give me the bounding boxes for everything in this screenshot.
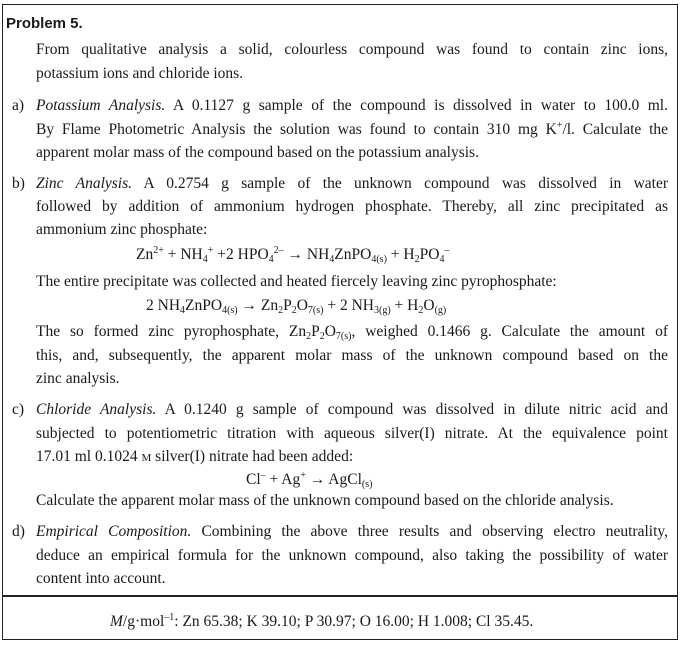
part-b-line-5: The so formed zinc pyrophosphate, $Zn_2P_2O_{7(s)}$, weighed 0.1466 g. Calculate the amount of [36, 323, 668, 342]
molar-masses-footer: M/g·mol$^{-1}$: Zn 65.38; K 39.10; P 30.97; O 16.00; H 1.008; Cl 35.45. [110, 612, 534, 630]
part-d-heading: Empirical Composition. [36, 523, 192, 540]
part-c-line-1: Chloride Analysis. A 0.1240 g sample of compound was dissolved in dilute nitric acid and [36, 401, 669, 418]
part-b-heading: Zinc Analysis. [36, 175, 133, 192]
part-d-line-3: content into account. [36, 570, 166, 587]
part-c-line-2: subjected to potentiometric titration with aqueous silver(I) nitrate. At the equivalence point [36, 425, 668, 442]
part-d-letter: d) [12, 523, 25, 540]
problem-title: Problem 5. [6, 15, 83, 32]
footer-divider [2, 595, 678, 597]
part-a-heading: Potassium Analysis. [36, 97, 166, 114]
intro-line-2: potassium ions and chloride ions. [36, 65, 244, 82]
part-c-letter: c) [12, 401, 25, 418]
part-d-line-2: deduce an empirical formula for the unknown compound, also taking the possibility of water [36, 547, 668, 564]
part-b-line-7: zinc analysis. [36, 370, 120, 387]
equation-silver-chloride: Cl– + Ag+ → AgCl$_{(s)}$ [246, 470, 373, 490]
part-a-line-1: Potassium Analysis. A 0.1127 g sample of the compound is dissolved in water to 100.0 ml. [36, 97, 668, 114]
part-b-line-2: followed by addition of ammonium hydrogen phosphate. Thereby, all zinc precipitated as [36, 198, 668, 215]
part-c-line-3: 17.01 ml 0.1024 M silver(I) nitrate had been added: [36, 448, 354, 465]
part-c-line-4: Calculate the apparent molar mass of the unknown compound based on the chloride analysis. [36, 492, 614, 509]
part-b-line-3: ammonium zinc phosphate: [36, 221, 208, 238]
equation-ammonium-zinc-phosphate: $Zn^{2+} + NH_4^+ +2$ $HPO_4^{2-}$ → $NH_4ZnPO_{4(s)} + H_2PO_4^-$ [136, 245, 450, 265]
part-b-line-4: The entire precipitate was collected and heated fiercely leaving zinc pyrophosphate: [36, 273, 557, 290]
part-b-line-6: this, and, subsequently, the apparent molar mass of the unknown compound based on the [36, 347, 668, 364]
equation-zinc-pyrophosphate: 2 $NH_4ZnPO_{4(s)} \to Zn_2P_2O_{7(s)} + 2$ $NH_{3(g)} + H_2O_{(g)}$ [146, 297, 447, 316]
part-a-letter: a) [12, 97, 25, 114]
part-c-heading: Chloride Analysis. [36, 401, 157, 418]
part-a-line-3: apparent molar mass of the compound based on the potassium analysis. [36, 144, 479, 161]
part-d-line-1: Empirical Composition. Combining the above three results and observing electro neutrality, [36, 523, 668, 540]
part-b-line-1: Zinc Analysis. A 0.2754 g sample of the unknown compound was dissolved in water [36, 175, 669, 192]
part-a-line-2: By Flame Photometric Analysis the solution was found to contain 310 mg K+/l. Calculate the [36, 120, 669, 138]
intro-line-1: From qualitative analysis a solid, colourless compound was found to contain zinc ions, [36, 41, 668, 58]
part-b-letter: b) [12, 175, 25, 192]
